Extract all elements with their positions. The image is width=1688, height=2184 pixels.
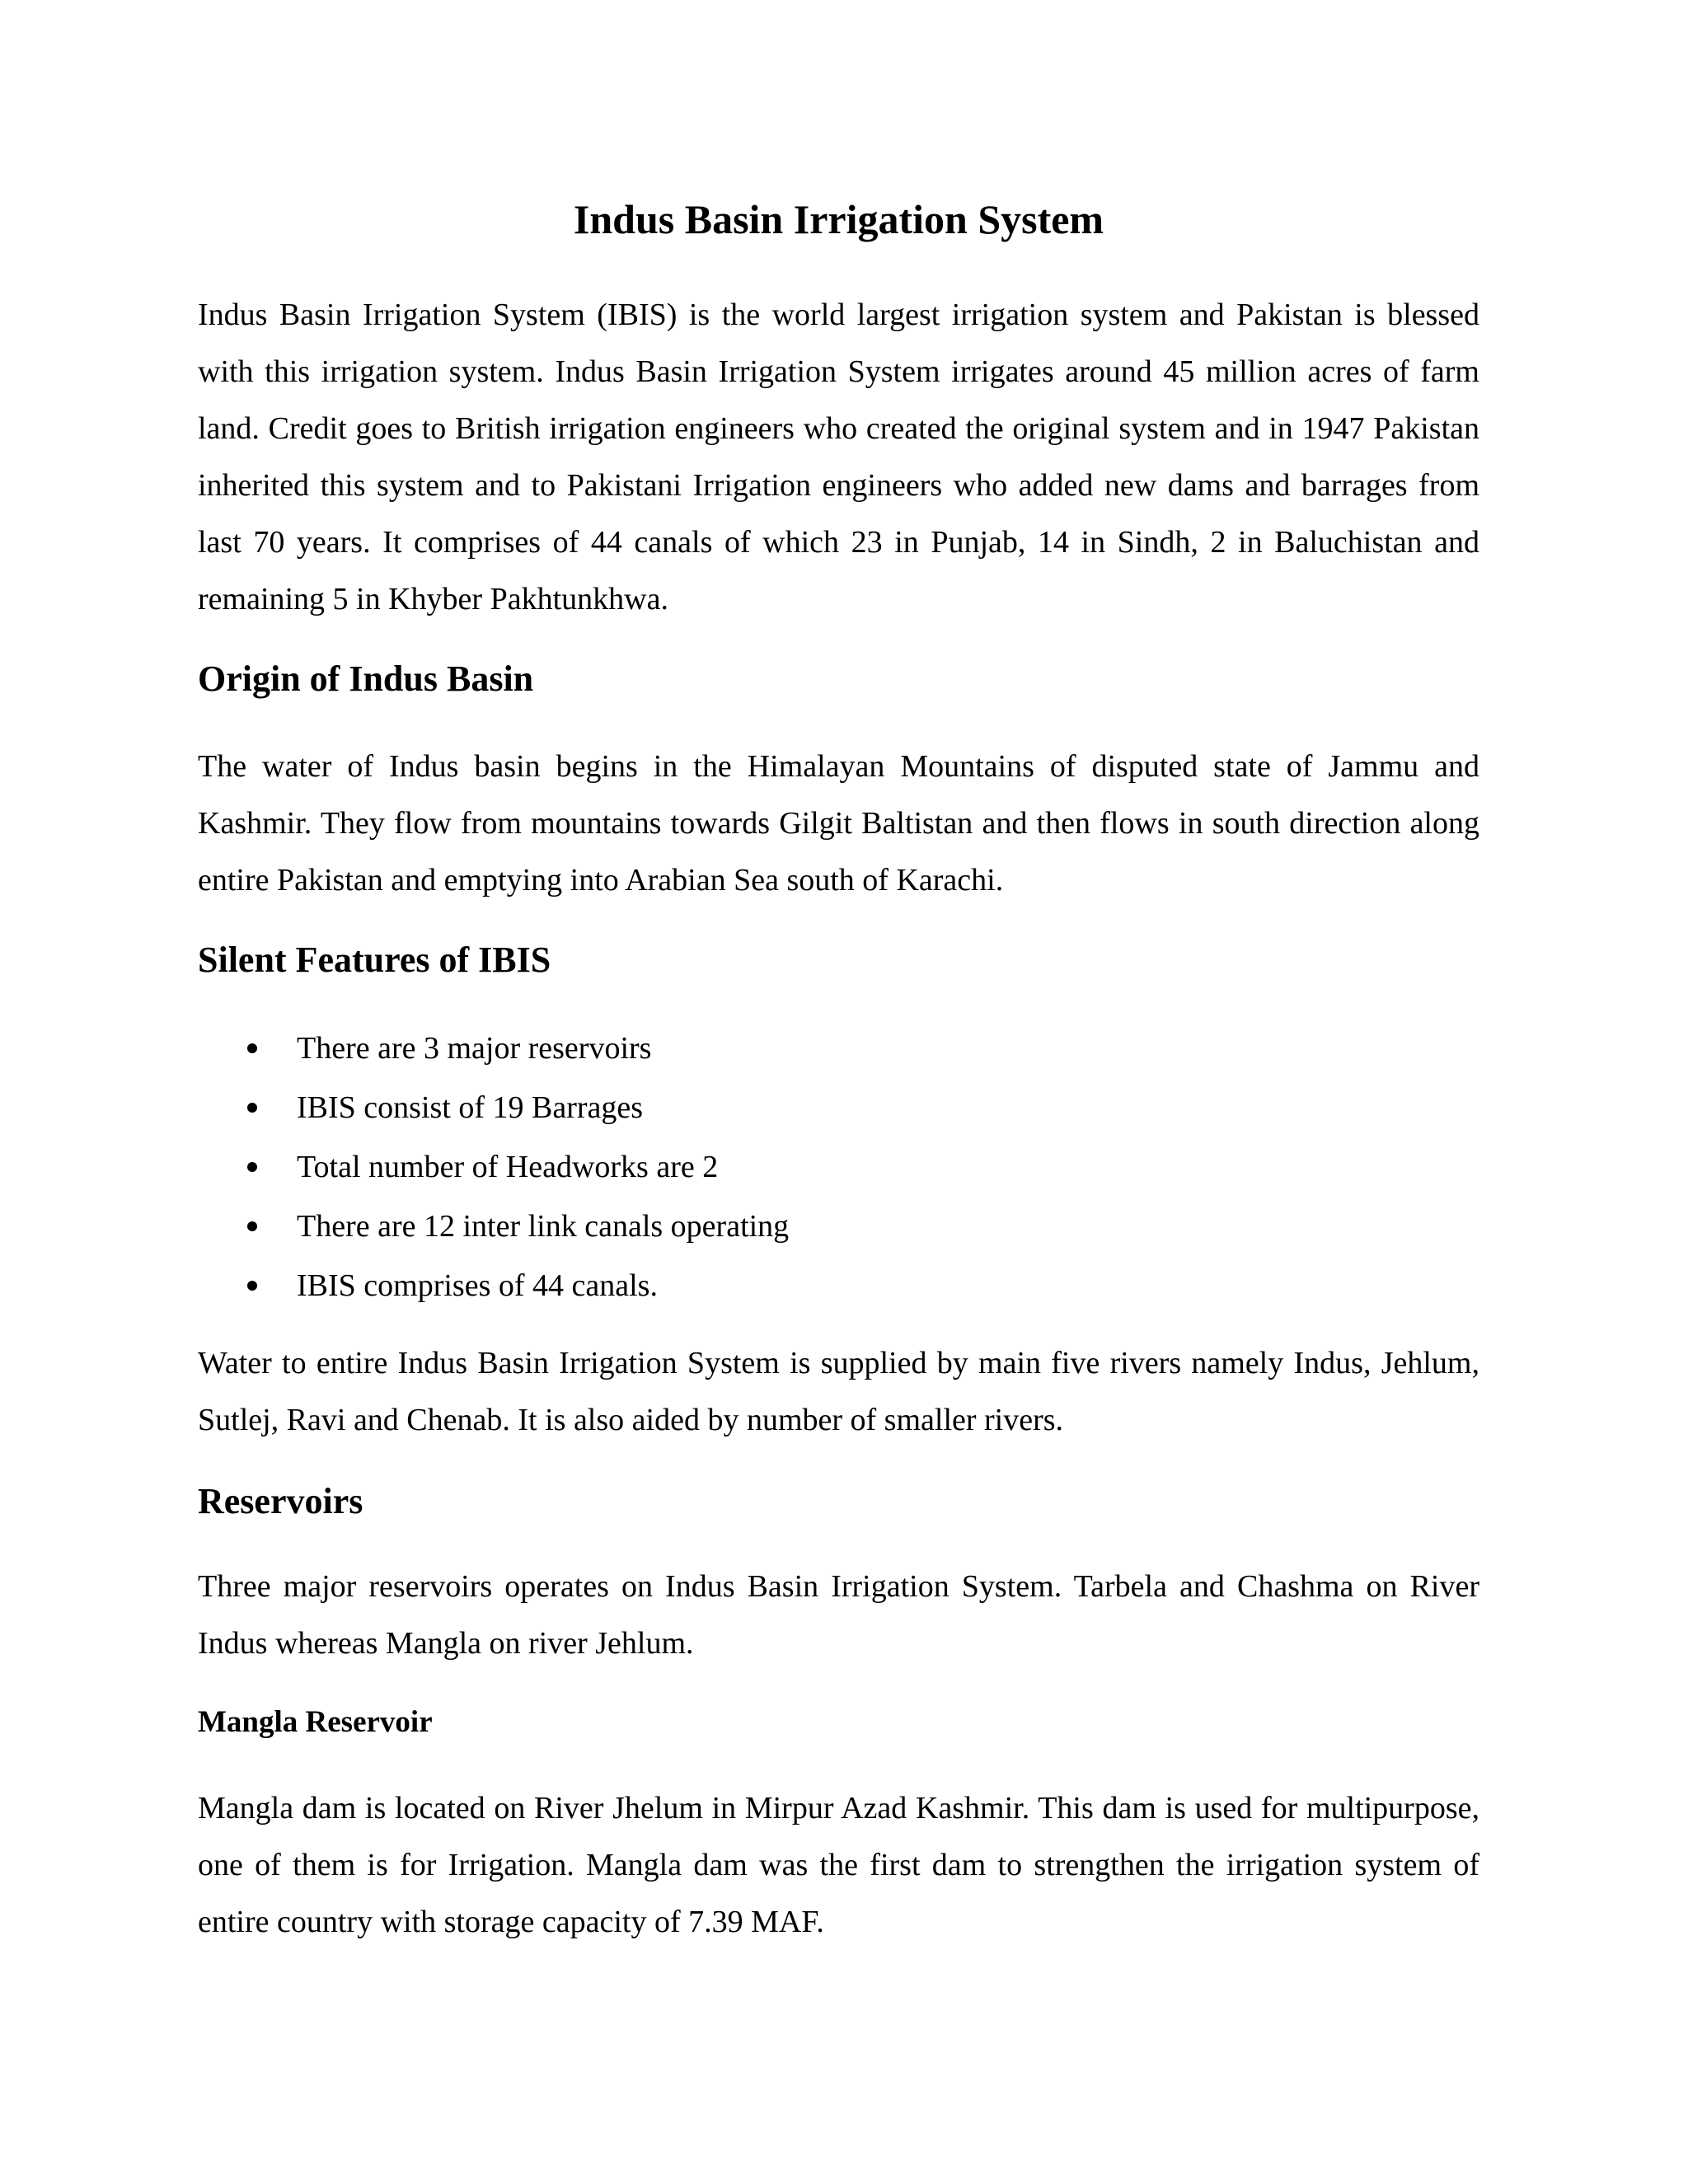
bullet-icon (247, 1103, 257, 1113)
rivers-paragraph: Water to entire Indus Basin Irrigation System is supplied by main five rivers namely Indus, Jehlum, Sutlej, Ravi and Chenab. It is also aided by number of smaller rivers. (198, 1346, 1479, 1437)
list-item (198, 1197, 1479, 1256)
reservoirs-paragraph: Three major reservoirs operates on Indus Basin Irrigation System. Tarbela and Chashma on River Indus whereas Mangla on river Jehlum. (198, 1569, 1479, 1661)
intro-paragraph: Indus Basin Irrigation System (IBIS) is the world largest irrigation system and Pakistan is blessed with this irrigation system. Indus Basin Irrigation System irrigates around 45 million acres of farm land. Credit goes to British irrigation engineers who created the original system and in 1947 Pakistan inherited this system and to Pakistani Irrigation engineers who added new dams and barrages from last 70 years. It comprises of 44 canals of which 23 in Punjab, 14 in Sindh, 2 in Baluchistan and remaining 5 in Khyber Pakhtunkhwa. (198, 298, 1479, 616)
reservoirs-heading: Reservoirs (198, 1481, 363, 1521)
list-item (198, 1078, 1479, 1137)
origin-heading: Origin of Indus Basin (198, 658, 534, 699)
page-title: Indus Basin Irrigation System (573, 196, 1104, 242)
list-item-text: IBIS consist of 19 Barrages (297, 1090, 644, 1125)
bullet-icon (247, 1162, 257, 1172)
list-item-text: Total number of Headworks are 2 (297, 1150, 719, 1184)
list-item-text: IBIS comprises of 44 canals. (297, 1268, 658, 1303)
features-heading: Silent Features of IBIS (198, 940, 551, 980)
list-item (198, 1137, 1479, 1197)
bullet-icon (247, 1221, 257, 1231)
mangla-heading: Mangla Reservoir (198, 1705, 433, 1739)
list-item (198, 1256, 1479, 1315)
bullet-icon (247, 1281, 257, 1291)
mangla-paragraph: Mangla dam is located on River Jhelum in Mirpur Azad Kashmir. This dam is used for multipurpose, one of them is for Irrigation. Mangla dam was the first dam to strengthen the irrigation system of entire country with storage capacity of 7.39 MAF. (198, 1791, 1479, 1939)
list-item (198, 1019, 1479, 1078)
origin-paragraph: The water of Indus basin begins in the Himalayan Mountains of disputed state of Jammu and Kashmir. They flow from mountains towards Gilgit Baltistan and then flows in south direction along entire Pakistan and emptying into Arabian Sea south of Karachi. (198, 749, 1479, 898)
bullet-icon (247, 1043, 257, 1053)
list-item-text: There are 3 major reservoirs (297, 1031, 652, 1066)
list-item-text: There are 12 inter link canals operating (297, 1209, 790, 1244)
features-list (198, 1019, 1479, 1315)
